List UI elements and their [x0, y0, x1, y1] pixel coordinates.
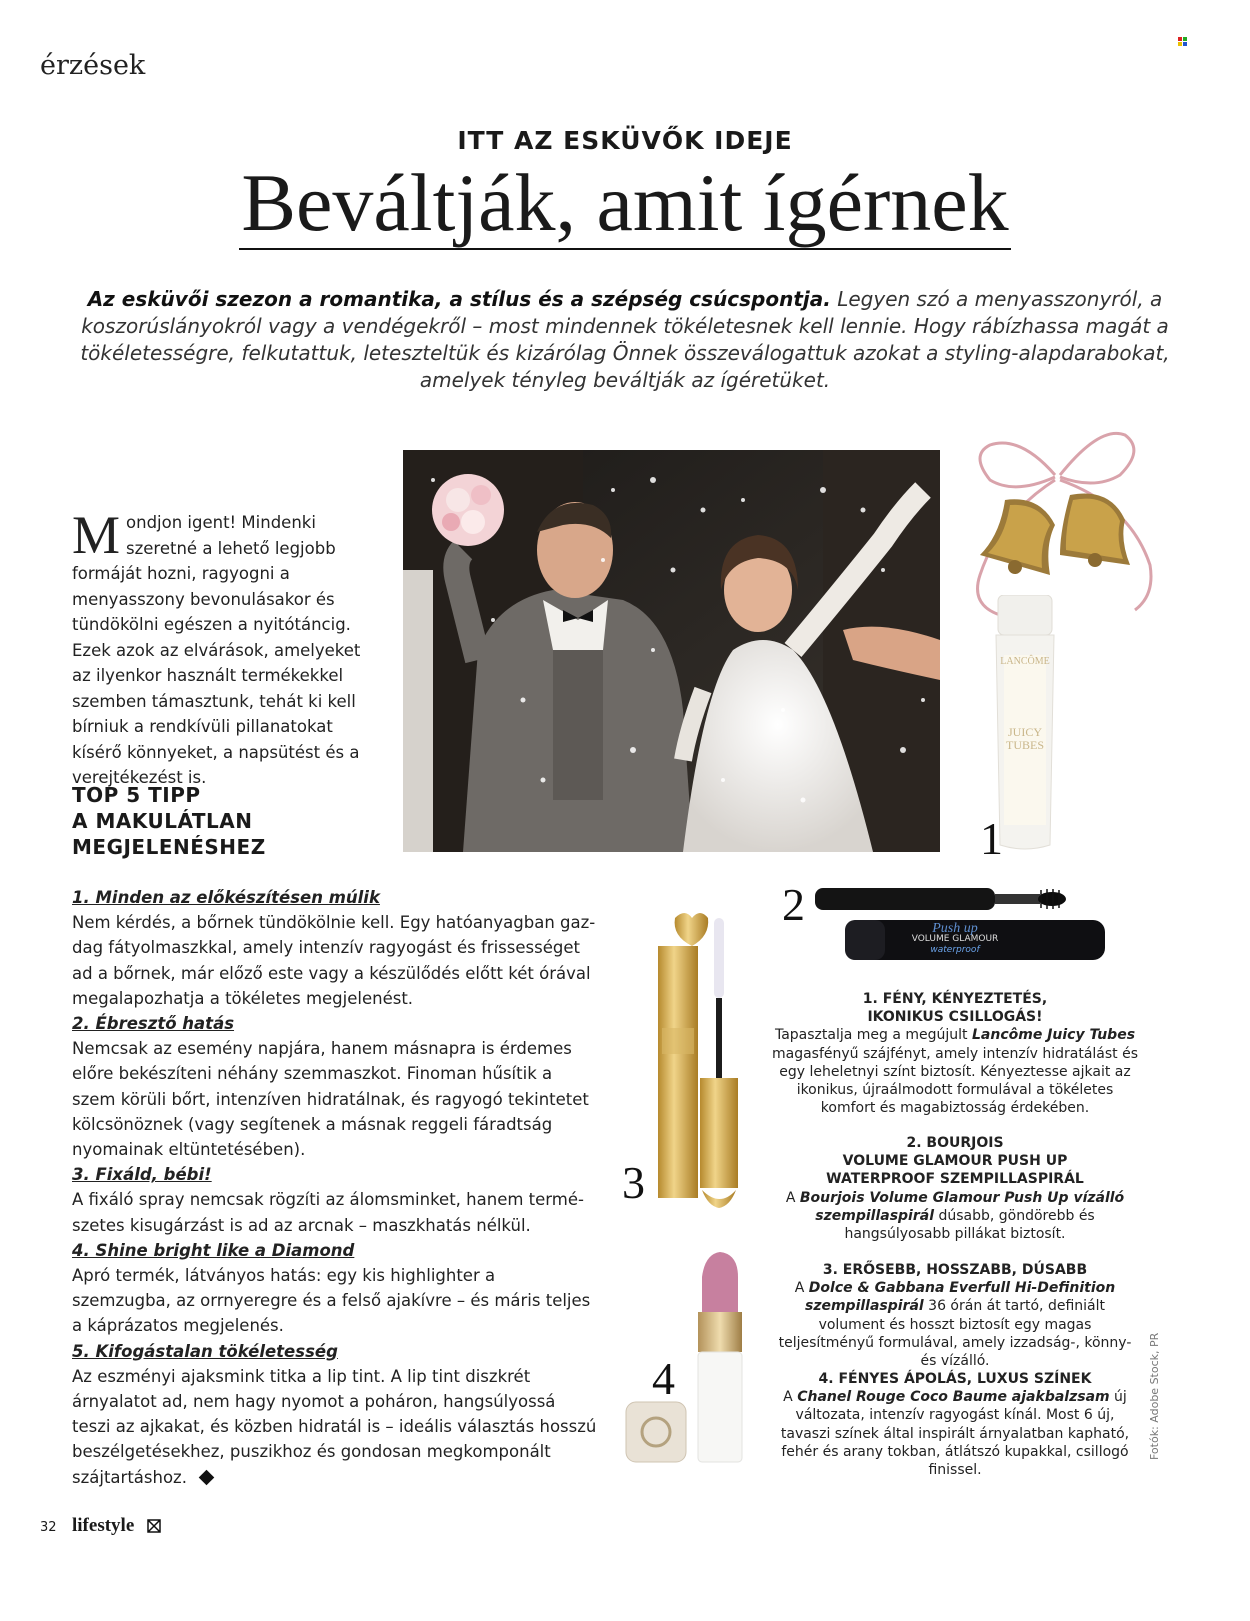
product-3-body — [770, 1279, 1140, 1370]
kicker: ITT AZ ESKÜVŐK IDEJE — [457, 126, 793, 155]
product-desc-2 — [770, 1134, 1140, 1243]
lead-paragraph — [70, 286, 1180, 394]
tip-5-text: Az eszményi ajaksmink titka a lip tint. A lip tint diszkrét árnyalatot ad, nem hagy nyomot a poháron, hangsúlyossá teszi az ajkakat, és közben hidratál is – ideális választás hosszú beszélgetésekhez, puszikhoz és gondosan megkomponált szájtartáshoz. — [72, 1366, 597, 1487]
bourjois-wp-text: waterproof — [930, 945, 980, 955]
lead-bold: Az esküvői szezon a romantika, a stílus és a szépség csúcspontja. — [87, 287, 831, 311]
tip-1-text: Nem kérdés, a bőrnek tündökölnie kell. Egy hatóanyagban gazdag fátyolmaszkkal, amely intenzív ragyogást és frissességet ad a bőrnek, már előző este vagy a készülődés előtt két órával megalapozhatja a tökéletes megjelenést. — [72, 913, 596, 1008]
photo-credit-text: Fotók: Adobe Stock, PR — [1148, 1332, 1161, 1460]
product-1-pre: Tapasztalja meg a megújult — [774, 1027, 972, 1044]
product-desc-3 — [770, 1261, 1140, 1370]
bourjois-push-text: Push up — [932, 921, 978, 936]
tip-3-heading: 3. Fixáld, bébi! — [72, 1165, 212, 1185]
tip-2-heading: 2. Ébresztő hatás — [72, 1014, 235, 1034]
end-mark-icon — [199, 1469, 215, 1485]
dolce-gabbana-mascara-image — [650, 908, 750, 1212]
product-1-title-1: 1. FÉNY, KÉNYEZTETÉS, — [862, 991, 1048, 1007]
product-number-4: 4 — [652, 1353, 675, 1404]
tip-3-text: A fixáló spray nemcsak rögzíti az álomsminket, hanem természetes kisugárzást is ad az arcnak – maszkhatás nélkül. — [72, 1190, 584, 1235]
product-4-title: 4. FÉNYES ÁPOLÁS, LUXUS SZÍNEK — [818, 1371, 1092, 1387]
product-3-pre: A — [794, 1280, 809, 1297]
product-desc-1 — [770, 990, 1140, 1117]
product-number-2: 2 — [782, 879, 805, 930]
magazine-name — [72, 1515, 161, 1537]
top5-line-1: TOP 5 TIPP — [72, 783, 201, 807]
top5-heading — [72, 782, 266, 860]
product-number-1: 1 — [980, 813, 1003, 864]
product-2-title-1: 2. BOURJOIS — [906, 1135, 1004, 1151]
tip-4-heading: 4. Shine bright like a Diamond — [72, 1240, 355, 1260]
product-1-name: Lancôme Juicy Tubes — [971, 1027, 1136, 1044]
drop-cap: M — [72, 505, 121, 565]
product-4-post: új változata, intenzív ragyogást kínál. Most 6 új, tavaszi színek által inspirált árnyalatban kapható, fehér és arany tokban, átlátszó kupakkal, csillogó finissel. — [780, 1389, 1130, 1479]
lancome-brand-text: LANCÔME — [1000, 656, 1050, 667]
product-2-post: dúsabb, göndörebb és hangsúlyosabb pillákat biztosít. — [844, 1207, 1095, 1243]
top5-line-2: A MAKULÁTLAN — [72, 809, 253, 833]
wedding-photo — [403, 450, 940, 852]
tip-1-heading: 1. Minden az előkészítésen múlik — [72, 888, 380, 907]
corner-color-marks — [1178, 32, 1188, 51]
photo-credit — [1148, 1330, 1168, 1470]
tips-list — [72, 885, 597, 1490]
top5-line-3: MEGJELENÉSHEZ — [72, 835, 266, 859]
lancome-name-text: JUICY TUBES — [1005, 725, 1044, 752]
bourjois-tube-label — [890, 923, 1020, 956]
product-4-name: Chanel Rouge Coco Baume ajakbalzsam — [797, 1389, 1110, 1406]
product-2-name: Bourjois Volume Glamour Push Up vízálló szempillaspirál — [799, 1189, 1125, 1224]
product-4-pre: A — [783, 1389, 798, 1406]
lead-rest: Legyen szó a menyasszonyról, a koszorúslányokról vagy a vendégekről – most mindennek tökéletesnek kell lennie. Hogy rábízhassa magát a tökéletességre, felkutattuk, leteszteltük és kizárólag Önnek összeválogattuk azokat a styling-alapdarabokat, amelyek tényleg beváltják az ígéretüket. — [80, 287, 1170, 392]
product-desc-4 — [770, 1370, 1140, 1479]
section-label: érzések — [40, 50, 146, 81]
headline — [0, 158, 1250, 248]
product-2-body — [770, 1189, 1140, 1244]
lancome-tube-label — [998, 655, 1052, 752]
product-4-body — [770, 1388, 1140, 1479]
product-3-post: 36 órán át tartó, definiált volument és hosszt biztosít egy magas teljesítményű formulával, amely izzadság-, könny- és vízálló. — [778, 1298, 1132, 1370]
chanel-lip-balm-image — [620, 1252, 770, 1476]
bourjois-name-text: VOLUME GLAMOUR — [911, 934, 999, 944]
magazine-logo-icon — [147, 1519, 161, 1533]
intro-text: ondjon igent! Mindenki szeretné a lehető legjobb formáját hozni, ragyogni a menyasszony bevonulásakor és tündökölni egészen a nyitótáncig. Ezek azok az elvárások, amelyeket az ilyenkor használt termékekkel szemben támasztunk, tehát ki kell bírniuk a rendkívüli pillanatokat kísérő könnyeket, a napsütést és a verejtékezést is. — [72, 513, 361, 787]
product-1-post: magasfényű szájfényt, amely intenzív hidratálást és egy leheletnyi színt biztosít. Kényeztesse ajkait az ikonikus, újraálmodott formulával a tökéletes komfort és magabiztosság érdekében. — [771, 1045, 1139, 1117]
tip-4-text: Apró termék, látványos hatás: egy kis highlighter a szemzugba, az orrnyeregre és a felső ajakívre – és máris teljes a káprázatos megjelenés. — [72, 1266, 591, 1336]
product-3-title: 3. ERŐSEBB, HOSSZABB, DÚSABB — [822, 1262, 1088, 1278]
product-1-title-2: IKONIKUS CSILLOGÁS! — [867, 1009, 1043, 1026]
tip-5-wrap — [72, 1364, 597, 1490]
product-number-3: 3 — [622, 1157, 645, 1208]
tip-5-heading: 5. Kifogástalan tökéletesség — [72, 1341, 338, 1361]
headline-text: Beváltják, amit ígérnek — [241, 157, 1009, 248]
magazine-name-text: lifestyle — [72, 1515, 135, 1536]
product-2-title-2: VOLUME GLAMOUR PUSH UP WATERPROOF SZEMPILLASPIRÁL — [826, 1153, 1084, 1188]
tip-2-text: Nemcsak az esemény napjára, hanem másnapra is érdemes előre bekészíteni néhány szemmaszkot. Finoman hűsítik a szem körüli bőrt, intenzíven hidratálnak, és ragyogó tekintetet kölcsönöznek (vagy segítenek a másnak reggeli fáradtság nyomainak eltüntetésében). — [72, 1039, 589, 1160]
intro-paragraph — [72, 505, 377, 791]
product-3-name: Dolce & Gabbana Everfull Hi-Definition szempillaspirál — [804, 1280, 1116, 1315]
product-1-body — [770, 1026, 1140, 1117]
product-2-pre: A — [785, 1189, 800, 1206]
page-number: 32 — [40, 1520, 57, 1535]
